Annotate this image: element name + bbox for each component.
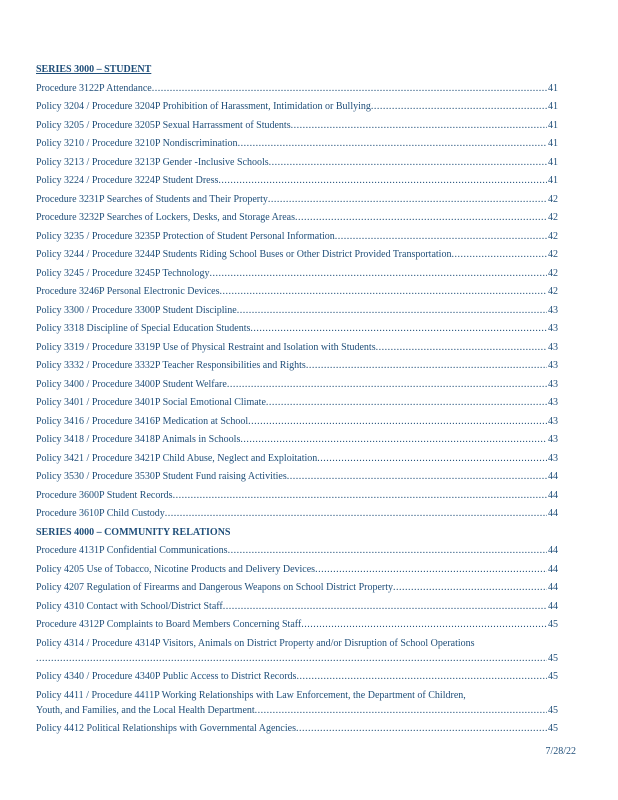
- dot-leader: [393, 580, 547, 595]
- toc-entry[interactable]: [36, 636, 558, 666]
- toc-entry-label-continued: Youth, and Families, and the Local Health Department: [36, 704, 255, 716]
- toc-entry-page: 42: [548, 286, 558, 297]
- series-3000-list: [36, 81, 558, 522]
- series-4000-heading: SERIES 4000 – COMMUNITY RELATIONS: [36, 526, 231, 538]
- toc-entry-page: 44: [548, 489, 558, 501]
- toc-entry-page: 43: [548, 397, 558, 408]
- series-3000-heading: SERIES 3000 – STUDENT: [36, 64, 152, 75]
- dot-leader: [218, 173, 547, 188]
- toc-entry-label: Procedure 3610P Child Custody: [36, 508, 165, 519]
- dot-leader: [238, 136, 547, 151]
- dot-leader: [268, 192, 547, 207]
- toc-entry-label: Policy 3332 / Procedure 3332P Teacher Responsibilities and Rights: [36, 360, 306, 371]
- toc-entry[interactable]: [36, 543, 558, 558]
- dot-leader: [317, 451, 547, 466]
- toc-entry-label: Procedure 4312P Complaints to Board Members Concerning Staff: [36, 619, 302, 630]
- toc-entry[interactable]: [36, 210, 558, 225]
- toc-entry-label: Policy 3416 / Procedure 3416P Medication at School: [36, 415, 249, 427]
- toc-entry-label: Policy 3319 / Procedure 3319P Use of Physical Restraint and Isolation with Students: [36, 341, 376, 353]
- toc-entry-page: 44: [548, 508, 558, 519]
- toc-entry-label: Procedure 3122P Attendance: [36, 82, 152, 94]
- toc-entry-page: 42: [548, 212, 558, 223]
- dot-leader: [248, 414, 547, 429]
- dot-leader: [287, 469, 547, 484]
- toc-entry-label: Policy 3300 / Procedure 3300P Student Discipline: [36, 304, 237, 316]
- toc-entry-page: 41: [548, 82, 558, 94]
- toc-entry-page: 44: [548, 471, 558, 482]
- dot-leader: [152, 81, 547, 96]
- toc-entry-label: Policy 3418 / Procedure 3418P Animals in Schools: [36, 434, 241, 445]
- dot-leader: [295, 210, 547, 225]
- toc-entry-label: Procedure 3232P Searches of Lockers, Desks, and Storage Areas: [36, 212, 295, 223]
- toc-entry[interactable]: [36, 721, 558, 736]
- toc-entry[interactable]: [36, 192, 558, 207]
- toc-entry-label: Policy 3245 / Procedure 3245P Technology: [36, 267, 210, 279]
- toc-entry-page: 43: [548, 378, 558, 390]
- toc-entry-page: 43: [548, 415, 558, 427]
- toc-entry[interactable]: [36, 284, 558, 299]
- dot-leader: [451, 247, 547, 262]
- toc-entry[interactable]: [36, 469, 558, 484]
- dot-leader: [165, 506, 547, 521]
- toc-entry[interactable]: [36, 136, 558, 151]
- toc-entry[interactable]: [36, 99, 558, 114]
- toc-entry-label: Policy 4412 Political Relationships with Governmental Agencies: [36, 723, 296, 734]
- toc-entry-label: Procedure 3246P Personal Electronic Devices: [36, 286, 220, 297]
- toc-entry[interactable]: [36, 562, 558, 577]
- dot-leader: [237, 303, 547, 318]
- toc-entry-page: 43: [548, 341, 558, 353]
- toc-entry-label: Policy 3204 / Procedure 3204P Prohibition of Harassment, Intimidation or Bullying: [36, 101, 371, 112]
- toc-entry-page: 43: [548, 304, 558, 316]
- toc-entry-label: Procedure 3231P Searches of Students and Their Property: [36, 193, 268, 205]
- toc-entry-label: Policy 4205 Use of Tobacco, Nicotine Products and Delivery Devices: [36, 563, 316, 575]
- toc-entry-label: Policy 4314 / Procedure 4314P Visitors, Animals on District Property and/or Disruption of School Operations: [36, 637, 475, 649]
- toc-entry[interactable]: [36, 580, 558, 595]
- toc-entry-page: 42: [548, 230, 558, 242]
- toc-entry[interactable]: [36, 266, 558, 281]
- dot-leader: [371, 99, 547, 114]
- dot-leader: [315, 562, 547, 577]
- toc-entry-label: Policy 3421 / Procedure 3421P Child Abuse, Neglect and Exploitation: [36, 452, 318, 464]
- toc-entry-page: 45: [548, 723, 558, 734]
- toc-entry[interactable]: [36, 303, 558, 318]
- dot-leader: [36, 651, 547, 666]
- dot-leader: [291, 118, 547, 133]
- toc-entry-page: 43: [548, 434, 558, 445]
- dot-leader: [227, 377, 547, 392]
- toc-entry[interactable]: [36, 506, 558, 521]
- toc-entry-page: 45: [548, 652, 558, 664]
- toc-entry-label: Policy 4411 / Procedure 4411P Working Relationships with Law Enforcement, the Department of Children,: [36, 689, 466, 701]
- table-of-contents: [36, 62, 558, 740]
- toc-entry[interactable]: [36, 617, 558, 632]
- toc-entry[interactable]: [36, 432, 558, 447]
- toc-entry-label: Policy 4207 Regulation of Firearms and Dangerous Weapons on School District Property: [36, 582, 394, 593]
- toc-entry[interactable]: [36, 247, 558, 262]
- toc-entry-page: 43: [548, 323, 558, 334]
- toc-entry-page: 41: [548, 138, 558, 149]
- toc-entry-page: 45: [548, 704, 558, 716]
- toc-entry-label: Policy 3224 / Procedure 3224P Student Dress: [36, 175, 219, 186]
- toc-entry-page: 42: [548, 193, 558, 205]
- toc-entry[interactable]: [36, 340, 558, 355]
- toc-entry[interactable]: [36, 669, 558, 684]
- dot-leader: [296, 669, 547, 684]
- toc-entry-page: 41: [548, 101, 558, 112]
- toc-entry-page: 41: [548, 175, 558, 186]
- toc-entry-page: 43: [548, 360, 558, 371]
- toc-entry-label: Policy 4340 / Procedure 4340P Public Access to District Records: [36, 671, 297, 682]
- toc-entry[interactable]: [36, 688, 558, 718]
- dot-leader: [240, 432, 547, 447]
- toc-entry-label: Procedure 3600P Student Records: [36, 489, 173, 501]
- dot-leader: [296, 721, 547, 736]
- toc-entry[interactable]: [36, 358, 558, 373]
- toc-entry-page: 43: [548, 452, 558, 464]
- toc-entry[interactable]: [36, 173, 558, 188]
- dot-leader: [223, 599, 547, 614]
- toc-entry-page: 44: [548, 545, 558, 556]
- dot-leader: [266, 395, 547, 410]
- dot-leader: [250, 321, 547, 336]
- toc-entry-label: Policy 3213 / Procedure 3213P Gender -Inclusive Schools: [36, 156, 269, 168]
- toc-entry-page: 45: [548, 619, 558, 630]
- dot-leader: [301, 617, 547, 632]
- dot-leader: [209, 266, 547, 281]
- toc-entry-page: 41: [548, 119, 558, 131]
- toc-entry-label: Procedure 4131P Confidential Communications: [36, 545, 228, 556]
- toc-entry-label: Policy 4310 Contact with School/District Staff: [36, 600, 223, 612]
- dot-leader: [255, 703, 547, 718]
- toc-entry[interactable]: [36, 395, 558, 410]
- toc-entry-label: Policy 3401 / Procedure 3401P Social Emotional Climate: [36, 397, 266, 408]
- toc-entry[interactable]: [36, 599, 558, 614]
- series-4000-list: [36, 543, 558, 736]
- toc-entry[interactable]: [36, 451, 558, 466]
- dot-leader: [219, 284, 547, 299]
- footer-date: 7/28/22: [545, 746, 576, 757]
- toc-entry-label: Policy 3205 / Procedure 3205P Sexual Harrassment of Students: [36, 119, 291, 131]
- toc-entry[interactable]: [36, 229, 558, 244]
- toc-entry-label: Policy 3244 / Procedure 3244P Students Riding School Buses or Other District Provided Transportation: [36, 249, 452, 260]
- toc-entry[interactable]: [36, 321, 558, 336]
- toc-entry-page: 42: [548, 249, 558, 260]
- toc-entry-page: 45: [548, 671, 558, 682]
- toc-entry[interactable]: [36, 81, 558, 96]
- toc-entry[interactable]: [36, 155, 558, 170]
- toc-entry-page: 41: [548, 156, 558, 168]
- dot-leader: [173, 488, 547, 503]
- dot-leader: [228, 543, 547, 558]
- toc-entry-page: 44: [548, 582, 558, 593]
- dot-leader: [335, 229, 547, 244]
- toc-entry[interactable]: [36, 118, 558, 133]
- toc-entry-label: Policy 3210 / Procedure 3210P Nondiscrimination: [36, 138, 238, 149]
- toc-entry-page: 44: [548, 563, 558, 575]
- toc-entry-label: Policy 3530 / Procedure 3530P Student Fund raising Activities: [36, 471, 287, 482]
- toc-entry[interactable]: [36, 377, 558, 392]
- dot-leader: [269, 155, 547, 170]
- dot-leader: [306, 358, 547, 373]
- toc-entry[interactable]: [36, 488, 558, 503]
- toc-entry-page: 42: [548, 267, 558, 279]
- toc-entry-page: 44: [548, 600, 558, 612]
- toc-entry[interactable]: [36, 414, 558, 429]
- toc-entry-label: Policy 3318 Discipline of Special Education Students: [36, 323, 251, 334]
- dot-leader: [376, 340, 547, 355]
- toc-entry-label: Policy 3235 / Procedure 3235P Protection of Student Personal Information: [36, 230, 335, 242]
- toc-entry-label: Policy 3400 / Procedure 3400P Student Welfare: [36, 378, 227, 390]
